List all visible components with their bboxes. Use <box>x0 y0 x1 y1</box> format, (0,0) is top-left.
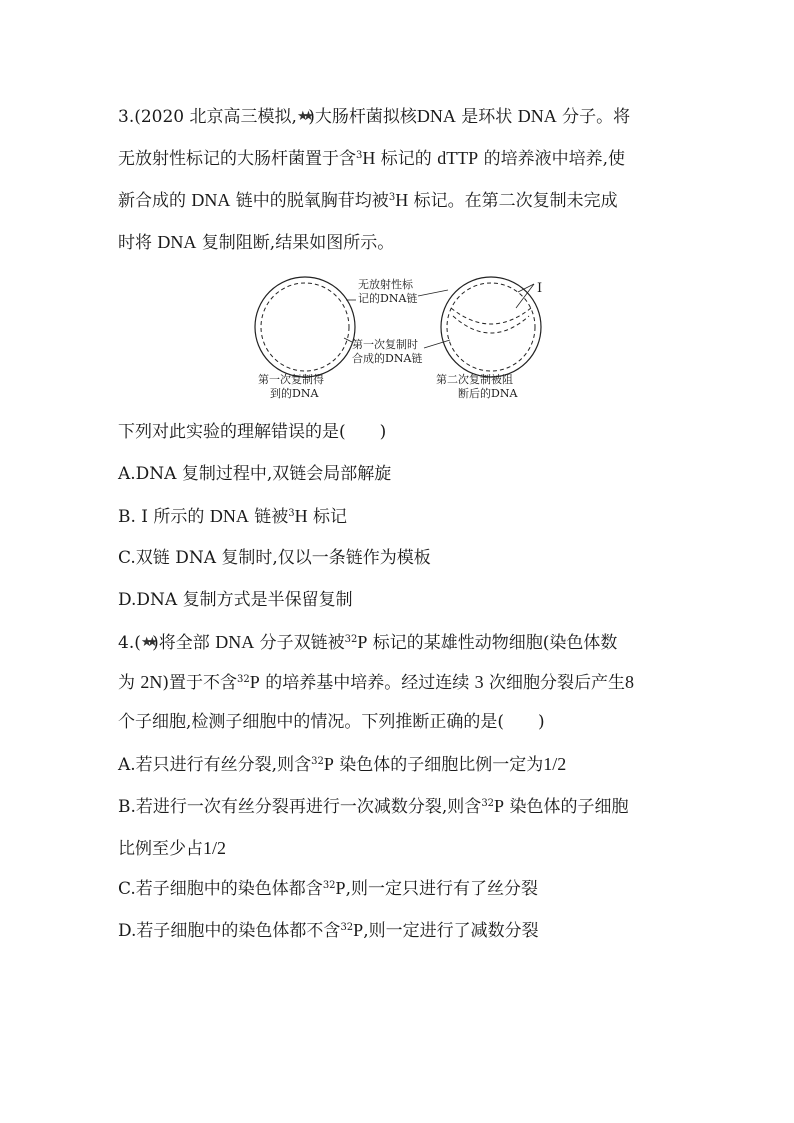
label-first-replication-strand: 第一次复制时 <box>352 338 418 351</box>
q4-text: P <box>494 796 505 816</box>
superscript: 32 <box>311 756 324 767</box>
q3-text: H <box>395 190 409 210</box>
q4-option-a <box>118 754 678 775</box>
q4-text: 1/2 <box>203 838 227 858</box>
q4-text: D.若子细胞中的染色体都不含 <box>118 921 341 941</box>
superscript: 3 <box>356 150 363 161</box>
q3-text: 新合成的 <box>118 191 192 211</box>
dna-replication-figure <box>248 270 568 405</box>
q3-text: 的培养液中培养,使 <box>478 149 626 169</box>
q4-text: 标记的某雄性动物细胞(染色体数 <box>367 633 618 653</box>
q4-text: 染色体的子细胞 <box>504 797 629 817</box>
q4-text: )将全部 <box>152 633 216 653</box>
q4-text: P <box>357 632 368 652</box>
superscript: 32 <box>322 880 336 891</box>
label-unlabeled-strand: 无放射性标 <box>358 278 413 291</box>
right-outer-strand <box>441 277 541 377</box>
leader-line <box>418 290 448 296</box>
q4-text: ,则一定进行了减数分裂 <box>363 921 539 941</box>
q4-line-3: 个子细胞,检测子细胞中的情况。下列推断正确的是( ) <box>118 712 545 732</box>
right-inner-strand <box>447 283 535 371</box>
leader-line <box>344 338 352 342</box>
left-outer-strand <box>255 277 355 377</box>
q4-text: 比例至少占 <box>118 839 203 859</box>
q4-option-c <box>118 878 678 899</box>
q3-option-c: C.双链 DNA 复制时,仅以一条链作为模板 <box>118 548 431 568</box>
q3-text: 链被 <box>248 507 289 527</box>
q3-text: dTTP <box>437 148 479 168</box>
q4-text: P <box>335 878 346 898</box>
label-left-dna: 到的DNA <box>270 387 319 400</box>
superscript: 32 <box>237 674 250 685</box>
q4-text: 为 <box>118 673 141 693</box>
leader-line <box>424 340 450 348</box>
superscript: 32 <box>481 798 495 809</box>
q4-text: 分子双链被 <box>254 633 345 653</box>
label-roman-one: I <box>537 281 543 296</box>
q3-stem: 下列对此实验的理解错误的是( ) <box>118 422 387 442</box>
superscript: 3 <box>288 508 295 519</box>
q4-text: A.若只进行有丝分裂,则含 <box>118 755 312 775</box>
leader-line <box>516 284 534 308</box>
q3-text: 3.(2020 北京高三模拟, <box>118 107 297 127</box>
q4-text: 8 <box>625 672 635 692</box>
q3-text: DNA <box>517 106 557 126</box>
label-unlabeled-strand: 记的DNA链 <box>358 292 418 305</box>
q4-text: P <box>353 920 364 940</box>
q4-text: 4.( <box>118 633 141 653</box>
q3-text: 时将 <box>118 233 158 253</box>
q4-text: 次细胞分裂后产生 <box>483 673 626 693</box>
q4-text: )置于不含 <box>162 673 238 693</box>
q4-text: ,则一定只进行有了丝分裂 <box>345 879 538 899</box>
q4-line-1 <box>118 632 678 653</box>
superscript: 32 <box>344 634 358 645</box>
q3-text: 标记 <box>307 507 348 527</box>
q4-text: B.若进行一次有丝分裂再进行一次减数分裂,则含 <box>118 797 482 817</box>
q4-text: 1/2 <box>543 754 567 774</box>
q3-text: H <box>362 148 376 168</box>
label-first-replication-strand: 合成的DNA链 <box>352 352 423 365</box>
label-right-dna: 第二次复制被阻 <box>436 373 513 386</box>
new-strand-1 <box>451 308 531 324</box>
difficulty-star-icon: ★★ <box>140 635 153 650</box>
difficulty-star-icon: ★★ <box>296 109 309 124</box>
q4-text: P <box>249 672 260 692</box>
q3-option-b <box>118 506 678 527</box>
superscript: 3 <box>388 192 396 203</box>
q4-text: 染色体的子细胞比例一定为 <box>333 755 544 775</box>
label-right-dna: 断后的DNA <box>458 387 518 400</box>
q3-text: 链中的脱氧胸苷均被 <box>230 191 389 211</box>
q3-text: )大肠杆菌拟核 <box>308 107 417 127</box>
q3-line-1 <box>118 106 678 127</box>
q3-line-4 <box>118 232 678 253</box>
q4-option-b <box>118 796 678 817</box>
q3-text: DNA <box>157 232 197 252</box>
q4-option-d <box>118 920 678 941</box>
q3-text: DNA <box>209 506 249 526</box>
q3-text: 无放射性标记的大肠杆菌置于含 <box>118 149 356 169</box>
q3-line-3 <box>118 190 678 211</box>
q3-text: 是环状 <box>455 107 518 127</box>
q3-text: B. Ⅰ 所示的 <box>118 507 210 527</box>
q4-text: C.若子细胞中的染色体都含 <box>118 879 323 899</box>
superscript: 32 <box>340 922 354 933</box>
q4-text: DNA <box>215 632 255 652</box>
q3-text: DNA <box>191 190 231 210</box>
q4-text: P <box>323 754 334 774</box>
q4-line-2 <box>118 672 678 693</box>
left-inner-strand <box>261 283 349 371</box>
q4-option-b-cont <box>118 838 678 859</box>
q3-option-a: A.DNA 复制过程中,双链会局部解旋 <box>118 464 392 484</box>
label-left-dna: 第一次复制得 <box>258 373 324 386</box>
q3-text: 复制阻断,结果如图所示。 <box>196 233 395 253</box>
q4-text: 的培养基中培养。经过连续 <box>259 673 475 693</box>
q3-line-2 <box>118 148 678 169</box>
q4-text: 2N <box>140 672 163 692</box>
q3-option-d: D.DNA 复制方式是半保留复制 <box>118 590 353 610</box>
q4-text: 3 <box>474 672 484 692</box>
dna-diagram <box>248 270 568 405</box>
q3-text: 分子。将 <box>556 107 631 127</box>
q3-text: DNA <box>416 106 456 126</box>
q3-text: 标记的 <box>375 149 438 169</box>
q3-text: 标记。在第二次复制未完成 <box>408 191 618 211</box>
q3-text: H <box>294 506 308 526</box>
new-strand-2 <box>453 316 529 333</box>
